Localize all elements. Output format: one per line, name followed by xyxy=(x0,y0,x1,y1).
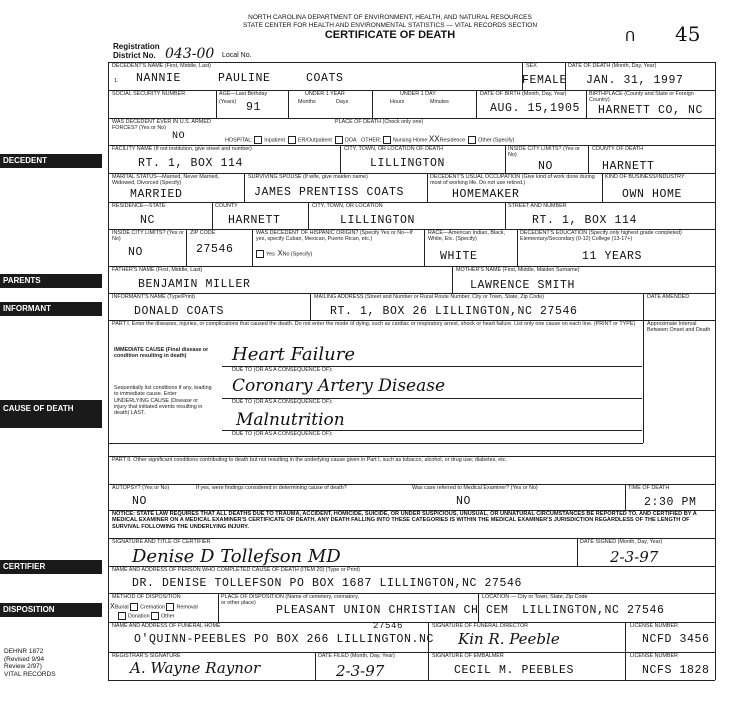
removal-label: Removal xyxy=(176,604,198,611)
date-of-death: JAN. 31, 1997 xyxy=(586,74,684,87)
res-state-label: RESIDENCE—STATE xyxy=(112,203,166,209)
footer-line: VITAL RECORDS xyxy=(4,670,56,678)
business-label: KIND OF BUSINESS/INDUSTRY xyxy=(605,174,685,180)
doa-label: DOA xyxy=(344,137,357,144)
other-specify-label: Other (Specify) xyxy=(478,137,515,144)
other-disp-checkbox[interactable] xyxy=(151,612,159,620)
findings-label: If yes, were findings considered in determining cause of death? xyxy=(196,485,347,491)
dod-label: DATE OF DEATH (Month, Day, Year) xyxy=(568,63,657,69)
spouse-value: JAMES PRENTISS COATS xyxy=(254,186,405,199)
days-label: Days xyxy=(336,99,349,105)
father-name: BENJAMIN MILLER xyxy=(138,278,251,291)
form-footer xyxy=(4,648,56,678)
page-number: 45 xyxy=(675,22,701,46)
autopsy-label: AUTOPSY? (Yes or No) xyxy=(112,485,170,491)
education-value: 11 YEARS xyxy=(582,250,643,263)
footer-line: Review 2/97) xyxy=(4,663,42,670)
cause-a: Heart Failure xyxy=(232,344,356,365)
interval-label: Approximate Interval Between Onset and Death xyxy=(647,321,711,334)
autopsy-value: NO xyxy=(132,495,148,508)
decedent-middle-name: PAULINE xyxy=(218,72,271,85)
location-value: LILLINGTON,NC 27546 xyxy=(522,604,665,617)
donation-label: Donation xyxy=(128,613,150,620)
name-label: DECEDENT'S NAME (First, Middle, Last) xyxy=(112,63,211,69)
zip-label: ZIP CODE xyxy=(190,230,216,236)
embalmer-name: CECIL M. PEEBLES xyxy=(454,664,575,677)
due-to-a: DUE TO (OR AS A CONSEQUENCE OF): xyxy=(232,367,333,373)
other-specify-checkbox[interactable] xyxy=(468,136,476,144)
place-of-death-label: PLACE OF DEATH (Check only one) xyxy=(335,119,424,125)
donation-checkbox[interactable] xyxy=(118,612,126,620)
doa-checkbox[interactable] xyxy=(335,136,343,144)
residence-label: Residence xyxy=(439,137,466,144)
license-label: LICENSE NUMBER xyxy=(630,623,678,629)
date-of-birth: AUG. 15,1905 xyxy=(490,102,581,115)
other-label: OTHER: xyxy=(361,137,382,144)
section-informant: INFORMANT xyxy=(0,302,102,316)
sig-certifier-label: SIGNATURE AND TITLE OF CERTIFIER xyxy=(112,539,211,545)
city-death-label: CITY, TOWN, OR LOCATION OF DEATH xyxy=(344,146,443,152)
local-label: Local No. xyxy=(222,52,252,59)
certifier-signature: Denise D Tollefson MD xyxy=(132,546,341,567)
date-filed: 2-3-97 xyxy=(336,662,385,680)
hospital-label: HOSPITAL: xyxy=(225,137,253,144)
burial-label: Burial xyxy=(114,604,129,611)
time-of-death: 2:30 PM xyxy=(644,496,697,509)
registration-label: Registration xyxy=(113,42,160,51)
certifier-address: DR. DENISE TOLLEFSON PO BOX 1687 LILLINGTON,NC 27546 xyxy=(132,577,523,590)
informant-name: DONALD COATS xyxy=(134,305,225,318)
cremation-checkbox[interactable] xyxy=(130,603,138,611)
hispanic-no-label: No (Specify) xyxy=(282,251,313,258)
notice-text: NOTICE: STATE LAW REQUIRES THAT ALL DEATHS DUE TO TRAUMA, ACCIDENT, HOMICIDE, SUICIDE, OR UNDER SUSPICIOUS, UNUSUAL, OR UNNATURAL CIRCUMSTANCES BE REPORTED TO, AND CERTIFIED BY A MEDICAL EXAMINER ON A MEDICAL EXAMINER'S CERTIFICATE OF DEATH. ANY DEATH FALLING INTO THESE CATEGORIES IS WITHIN THE MEDICAL EXAMINER'S JURISDICTION REGARDLESS OF THE LENGTH OF SURVIVAL FOLLOWING THE UNDERLYING INJURY. xyxy=(112,511,697,530)
armed-forces-value: NO xyxy=(172,131,186,142)
method-label: METHOD OF DISPOSITION xyxy=(112,594,181,600)
mailing-address: RT. 1, BOX 26 LILLINGTON,NC 27546 xyxy=(330,305,578,318)
marital-value: MARRIED xyxy=(130,188,183,201)
education-label: DECEDENT'S EDUCATION (Specify only highest grade completed) Elementary/Secondary (0-12) College (13-17+) xyxy=(520,230,682,243)
place-checkboxes xyxy=(225,136,514,144)
dept-heading: NORTH CAROLINA DEPARTMENT OF ENVIRONMENT, HEALTH, AND NATURAL RESOURCES xyxy=(248,14,532,21)
months-label: Months xyxy=(298,99,316,105)
race-label: RACE—American Indian, Black, White, Etc. (Specify) xyxy=(428,230,505,243)
district-label: District No. xyxy=(113,51,156,60)
cause-b: Coronary Artery Disease xyxy=(232,376,446,396)
city-value: LILLINGTON xyxy=(340,214,416,227)
center-heading: STATE CENTER FOR HEALTH AND ENVIRONMENTAL STATISTICS — VITAL RECORDS SECTION xyxy=(242,22,538,29)
decedent-first-name: NANNIE xyxy=(136,72,182,85)
under-1-year-label: UNDER 1 YEAR xyxy=(305,91,345,97)
section-cause-of-death: CAUSE OF DEATH xyxy=(0,400,102,428)
res-state-value: NC xyxy=(140,214,156,227)
nursing-home-label: Nursing Home xyxy=(392,137,428,144)
method-options-2 xyxy=(118,612,175,620)
cause-c: Malnutrition xyxy=(236,410,345,430)
inside-city-label: INSIDE CITY LIMITS? (Yes or No) xyxy=(112,230,184,243)
street-value: RT. 1, BOX 114 xyxy=(532,214,638,227)
spouse-label: SURVIVING SPOUSE (If wife, give maiden name) xyxy=(248,174,368,180)
footer-line: (Revised 9/94 xyxy=(4,655,45,663)
burial-mark: X xyxy=(110,602,115,612)
location-label: LOCATION — City or Town, State, Zip Code xyxy=(482,594,588,600)
date-signed-label: DATE SIGNED (Month, Day, Year) xyxy=(580,539,663,545)
embalmer-license: NCFS 1828 xyxy=(642,664,710,677)
immediate-cause-label: IMMEDIATE CAUSE (Final disease or condition resulting in death) xyxy=(114,347,209,360)
mother-name: LAWRENCE SMITH xyxy=(470,279,576,292)
er-label: ER/Outpatient xyxy=(297,137,332,144)
years-label: (Years) xyxy=(219,99,237,105)
date-amended-label: DATE AMENDED xyxy=(647,294,690,300)
removal-checkbox[interactable] xyxy=(166,603,174,611)
inside-limits-label: INSIDE CITY LIMITS? (Yes or No) xyxy=(508,146,580,159)
hispanic-yes-checkbox[interactable] xyxy=(256,250,264,258)
hispanic-no-mark: X xyxy=(277,249,283,259)
county-value: HARNETT xyxy=(228,214,281,227)
license2-label: LICENSE NUMBER xyxy=(630,653,678,659)
street-label: STREET AND NUMBER xyxy=(508,203,567,209)
section-disposition: DISPOSITION xyxy=(0,603,102,617)
facility-value: RT. 1, BOX 114 xyxy=(138,157,244,170)
funeral-home-value: O'QUINN-PEEBLES PO BOX 266 LILLINGTON.NC xyxy=(134,633,435,646)
footer-line: DEHNR 1872 xyxy=(4,648,44,655)
section-certifier: CERTIFIER xyxy=(0,560,102,574)
embalmer-label: SIGNATURE OF EMBALMER xyxy=(432,653,504,659)
county-death-label: COUNTY OF DEATH xyxy=(592,146,644,152)
father-label: FATHER'S NAME (First, Middle, Last) xyxy=(112,267,203,273)
cremation-label: Cremation xyxy=(140,604,165,611)
sex-value: FEMALE xyxy=(522,74,568,87)
age-label: AGE—Last Birthday xyxy=(219,91,268,97)
section-decedent: DECEDENT xyxy=(0,154,102,168)
director-signature: Kin R. Peeble xyxy=(458,630,560,648)
armed-forces-label: WAS DECEDENT EVER IN U.S. ARMED FORCES? (Yes or No) xyxy=(112,119,211,132)
funeral-zip: 27546 xyxy=(373,621,404,631)
due-to-b: DUE TO (OR AS A CONSEQUENCE OF): xyxy=(232,399,333,405)
race-value: WHITE xyxy=(440,250,478,263)
referred-value: NO xyxy=(456,495,472,508)
residence-check-mark: XX xyxy=(428,134,440,145)
time-of-death-label: TIME OF DEATH xyxy=(628,485,670,491)
er-checkbox[interactable] xyxy=(288,136,296,144)
zip-value: 27546 xyxy=(196,243,234,256)
occupation-label: DECEDENT'S USUAL OCCUPATION (Give kind of work done during most of working life. Do not use retired.) xyxy=(430,174,595,187)
sequential-label: Sequentially list conditions if any, leading to immediate cause. Enter UNDERLYING CAUSE (Disease or injury that initiated events resulting in death) LAST. xyxy=(114,385,212,417)
item-number: 1. xyxy=(114,78,119,84)
hours-label: Hours xyxy=(390,99,405,105)
dob-label: DATE OF BIRTH (Month, Day, Year) xyxy=(480,91,567,97)
nursing-home-checkbox[interactable] xyxy=(383,136,391,144)
inside-limits-value: NO xyxy=(538,160,554,173)
section-parents: PARENTS xyxy=(0,274,102,288)
referred-label: Was case referred to Medical Examiner? (Yes or No) xyxy=(412,485,538,491)
director-license: NCFD 3456 xyxy=(642,633,710,646)
sex-label: SEX xyxy=(526,63,537,69)
funeral-home-label: NAME AND ADDRESS OF FUNERAL HOME xyxy=(112,623,221,629)
corner-mark: ᑎ xyxy=(625,28,636,44)
inpatient-label: Inpatient xyxy=(264,137,285,144)
birthplace-label: BIRTHPLACE (County and State or Foreign Country) xyxy=(589,91,694,104)
facility-label: FACILITY NAME (If not institution, give street and number) xyxy=(112,146,252,152)
age-value: 91 xyxy=(246,101,262,114)
part2-label: PART II. Other significant conditions contributing to death but not resulting in the underlying cause given in Part I, such as tobacco, alcohol, or drug use; diabetes, etc. xyxy=(112,457,507,463)
mailing-label: MAILING ADDRESS (Street and Number or Rural Route Number, City or Town, State, Zip Code) xyxy=(314,294,544,300)
place-disp-label: PLACE OF DISPOSITION (Name of cemetery, crematory, or other place) xyxy=(221,594,359,607)
hispanic-yes-label: Yes xyxy=(266,251,275,258)
city-of-death: LILLINGTON xyxy=(370,157,446,170)
district-number: 043-00 xyxy=(165,46,215,62)
county-label: COUNTY xyxy=(215,203,238,209)
due-to-c: DUE TO (OR AS A CONSEQUENCE OF): xyxy=(232,431,333,437)
decedent-last-name: COATS xyxy=(306,72,344,85)
inside-city-value: NO xyxy=(128,246,144,259)
date-signed: 2-3-97 xyxy=(610,548,659,566)
ssn-label: SOCIAL SECURITY NUMBER xyxy=(112,91,186,97)
mother-label: MOTHER'S NAME (First, Middle, Maiden Surname) xyxy=(456,267,580,273)
registrar-label: REGISTRAR'S SIGNATURE xyxy=(112,653,181,659)
hispanic-label: WAS DECEDENT OF HISPANIC ORIGIN? (Specify Yes or No—If yes, specify Cuban, Mexican, Puerto Rican, etc.) xyxy=(256,230,413,243)
method-options xyxy=(110,603,198,611)
page-title: CERTIFICATE OF DEATH xyxy=(324,29,456,41)
registrar-signature: A. Wayne Raynor xyxy=(130,659,261,677)
birthplace-value: HARNETT CO, NC xyxy=(598,104,704,117)
business-value: OWN HOME xyxy=(622,188,683,201)
occupation-value: HOMEMAKER xyxy=(452,188,520,201)
date-filed-label: DATE FILED (Month, Day, Year) xyxy=(318,653,395,659)
name-addr-cert-label: NAME AND ADDRESS OF PERSON WHO COMPLETED CAUSE OF DEATH (ITEM 20) (Type or Print) xyxy=(112,567,360,573)
informant-label: INFORMANT'S NAME (Type/Print) xyxy=(112,294,196,300)
county-of-death: HARNETT xyxy=(602,160,655,173)
inpatient-checkbox[interactable] xyxy=(254,136,262,144)
city-town-label: CITY, TOWN, OR LOCATION xyxy=(312,203,383,209)
part1-instructions: PART I. Enter the diseases, injuries, or complications that caused the death. Do not enter the mode of dying, such as cardiac or respiratory arrest, shock or heart failure. List only one cause on each line. (PRINT or TYPE) xyxy=(112,321,636,327)
hispanic-options xyxy=(256,250,312,258)
under-1-day-label: UNDER 1 DAY xyxy=(400,91,436,97)
marital-label: MARITAL STATUS—Married, Never Married, Widowed, Divorced (Specify) xyxy=(112,174,220,187)
other-disp-label: Other xyxy=(161,613,175,620)
minutes-label: Minutes xyxy=(430,99,449,105)
director-sig-label: SIGNATURE OF FUNERAL DIRECTOR xyxy=(432,623,529,629)
place-of-disposition: PLEASANT UNION CHRISTIAN CH CEM xyxy=(276,604,509,617)
